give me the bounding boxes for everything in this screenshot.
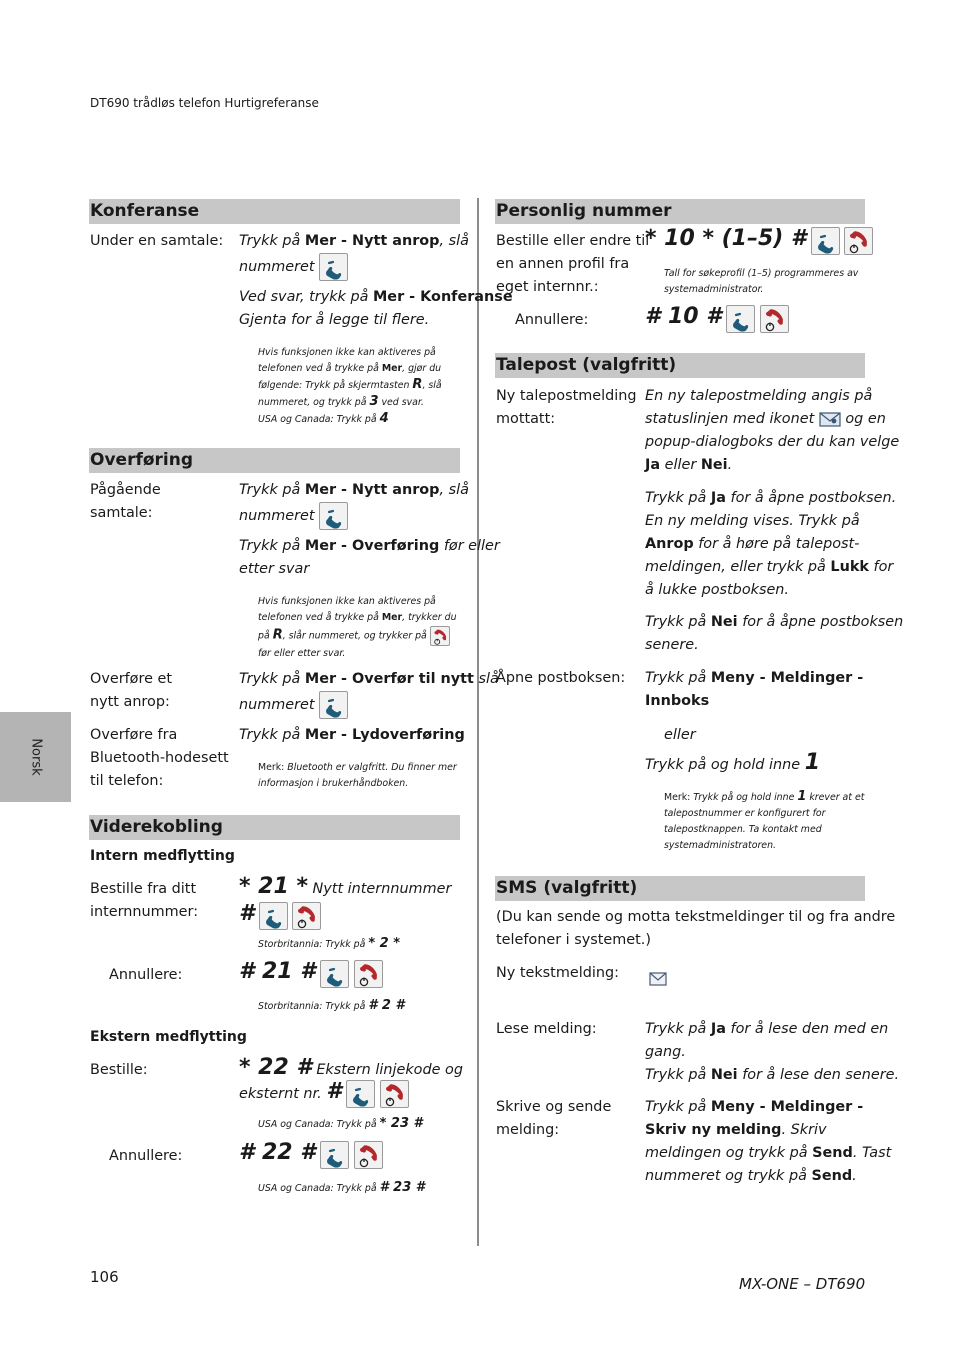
offhook-phone-icon xyxy=(319,502,348,530)
konferanse-step-1: Trykk på Mer - Nytt anrop, slå xyxy=(239,233,469,249)
talepost-paragraph-2: Trykk på Ja for å åpne postboksen. En ny melding vises. Trykk på Anrop for å høre på talepost- meldingen, eller trykk på Lukk for å lukke postboksen. xyxy=(645,490,897,598)
konferanse-note: Hvis funksjonen ikke kan aktiveres på telefonen ved å trykke på Mer, gjør du følgende: Trykk på skjermtasten R, slå nummeret, og trykk på 3 ved svar. USA og Canada: Trykk på 4 xyxy=(258,347,442,426)
offhook-phone-icon xyxy=(319,253,348,281)
onhook-phone-icon xyxy=(380,1080,409,1108)
offhook-phone-icon xyxy=(259,902,288,930)
personlig-code: * 10 * (1–5) # xyxy=(645,227,873,255)
onhook-phone-icon xyxy=(760,305,789,333)
language-tab-label: Norsk xyxy=(28,738,43,776)
offhook-phone-icon xyxy=(319,691,348,719)
ekstern-cancel-note: USA og Canada: Trykk på # 23 # xyxy=(258,1180,425,1195)
overforing-note: Hvis funksjonen ikke kan aktiveres på telefonen ved å trykke på Mer, trykker du på R, slår nummeret, og trykker på før eller etter svar. xyxy=(258,596,457,659)
konferanse-label: Under en samtale: xyxy=(90,233,224,249)
talepost-paragraph-1: En ny talepostmelding angis på statuslinjen med ikonet og en popup-dialogboks der du kan velge Ja eller Nei. xyxy=(645,388,900,473)
intern-order-note: Storbritannia: Trykk på * 2 * xyxy=(258,936,401,951)
sms-read-step: Trykk på Ja for å lese den med en gang. Trykk på Nei for å lese den senere. xyxy=(645,1021,900,1083)
ekstern-order-code: * 22 # Ekstern linjekode og xyxy=(239,1055,463,1080)
ekstern-cancel-label: Annullere: xyxy=(109,1148,183,1164)
konferanse-step-2: Ved svar, trykk på Mer - Konferanse xyxy=(239,289,513,305)
intern-order-code-2: # xyxy=(239,902,321,930)
column-divider xyxy=(477,198,479,1246)
onhook-phone-icon xyxy=(354,960,383,988)
section-heading-konferanse: Konferanse xyxy=(89,199,460,224)
personlig-cancel-code: # 10 # xyxy=(645,305,789,333)
overforing-label: Pågående samtale: xyxy=(90,482,161,521)
intern-cancel-code: # 21 # xyxy=(239,960,383,988)
talepost-or: eller xyxy=(664,727,696,743)
section-heading-overforing: Overføring xyxy=(89,448,460,473)
ekstern-medflytting-heading: Ekstern medflytting xyxy=(90,1029,247,1045)
overforing-step-1: Trykk på Mer - Nytt anrop, slå xyxy=(239,482,469,498)
overforing-new-step-b: nummeret xyxy=(239,691,348,719)
personlig-cancel-label: Annullere: xyxy=(515,312,589,328)
konferanse-step-2b: Gjenta for å legge til flere. xyxy=(239,312,430,328)
konferanse-step-1b: nummeret xyxy=(239,253,348,281)
talepost-label: Ny talepostmelding mottatt: xyxy=(496,388,637,427)
talepost-open-label: Åpne postboksen: xyxy=(496,670,626,686)
overforing-bt-label: Overføre fra Bluetooth-hodesett til telefon: xyxy=(90,727,229,789)
intern-cancel-label: Annullere: xyxy=(109,967,183,983)
ekstern-order-code-2: eksternt nr. # xyxy=(239,1080,409,1108)
page-number: 106 xyxy=(90,1268,119,1286)
footer-product: MX-ONE – DT690 xyxy=(739,1275,866,1293)
talepost-note: Merk: Trykk på og hold inne 1 krever at et talepostnummer er konfigurert for talepostknappen. Ta kontakt med systemadministratoren. xyxy=(664,789,865,851)
offhook-phone-icon xyxy=(320,960,349,988)
sms-write-label: Skrive og sende melding: xyxy=(496,1099,612,1138)
onhook-phone-icon xyxy=(844,227,873,255)
sms-write-step: Trykk på Meny - Meldinger - Skriv ny melding. Skriv meldingen og trykk på Send. Tast nummeret og trykk på Send. xyxy=(645,1099,892,1184)
overforing-step-1b: nummeret xyxy=(239,502,348,530)
overforing-new-step: Trykk på Mer - Overfør til nytt slå xyxy=(239,671,499,687)
page-header: DT690 trådløs telefon Hurtigreferanse xyxy=(90,96,319,110)
personlig-label: Bestille eller endre til en annen profil fra eget internnr.: xyxy=(496,233,650,295)
overforing-step-2b: etter svar xyxy=(239,561,310,577)
intern-medflytting-heading: Intern medflytting xyxy=(90,848,235,864)
section-heading-sms: SMS (valgfritt) xyxy=(495,876,865,901)
talepost-hold-step: Trykk på og hold inne 1 xyxy=(645,750,821,775)
overforing-bt-step: Trykk på Mer - Lydoverføring xyxy=(239,727,465,743)
offhook-phone-icon xyxy=(811,227,840,255)
talepost-paragraph-3: Trykk på Nei for å åpne postboksen senere. xyxy=(645,614,904,653)
section-heading-talepost: Talepost (valgfritt) xyxy=(495,353,865,378)
overforing-step-2: Trykk på Mer - Overføring før eller xyxy=(239,538,500,554)
ekstern-order-note: USA og Canada: Trykk på * 23 # xyxy=(258,1116,423,1131)
voicemail-envelope-icon xyxy=(819,411,841,427)
onhook-phone-icon xyxy=(430,626,450,646)
overforing-new-label: Overføre et nytt anrop: xyxy=(90,671,173,710)
language-tab xyxy=(0,712,71,802)
personlig-note: Tall for søkeprofil (1–5) programmeres av systemadministrator. xyxy=(664,268,859,295)
talepost-open-step: Trykk på Meny - Meldinger - Innboks xyxy=(645,670,864,709)
section-heading-personlig-nummer: Personlig nummer xyxy=(495,199,865,224)
onhook-phone-icon xyxy=(292,902,321,930)
ekstern-cancel-code: # 22 # xyxy=(239,1141,383,1169)
sms-new-label: Ny tekstmelding: xyxy=(496,965,619,981)
offhook-phone-icon xyxy=(320,1141,349,1169)
sms-intro: (Du kan sende og motta tekstmeldinger til og fra andre telefoner i systemet.) xyxy=(496,909,896,948)
onhook-phone-icon xyxy=(354,1141,383,1169)
ekstern-order-label: Bestille: xyxy=(90,1062,148,1078)
overforing-bt-note: Merk: Bluetooth er valgfritt. Du finner mer informasjon i brukerhåndboken. xyxy=(258,762,457,789)
intern-order-label: Bestille fra ditt internnummer: xyxy=(90,881,199,920)
offhook-phone-icon xyxy=(346,1080,375,1108)
offhook-phone-icon xyxy=(726,305,755,333)
section-heading-viderekobling: Viderekobling xyxy=(89,815,460,840)
sms-read-label: Lese melding: xyxy=(496,1021,597,1037)
envelope-icon xyxy=(649,972,667,986)
intern-order-code: * 21 * Nytt internnummer xyxy=(239,874,452,899)
intern-cancel-note: Storbritannia: Trykk på # 2 # xyxy=(258,998,405,1013)
